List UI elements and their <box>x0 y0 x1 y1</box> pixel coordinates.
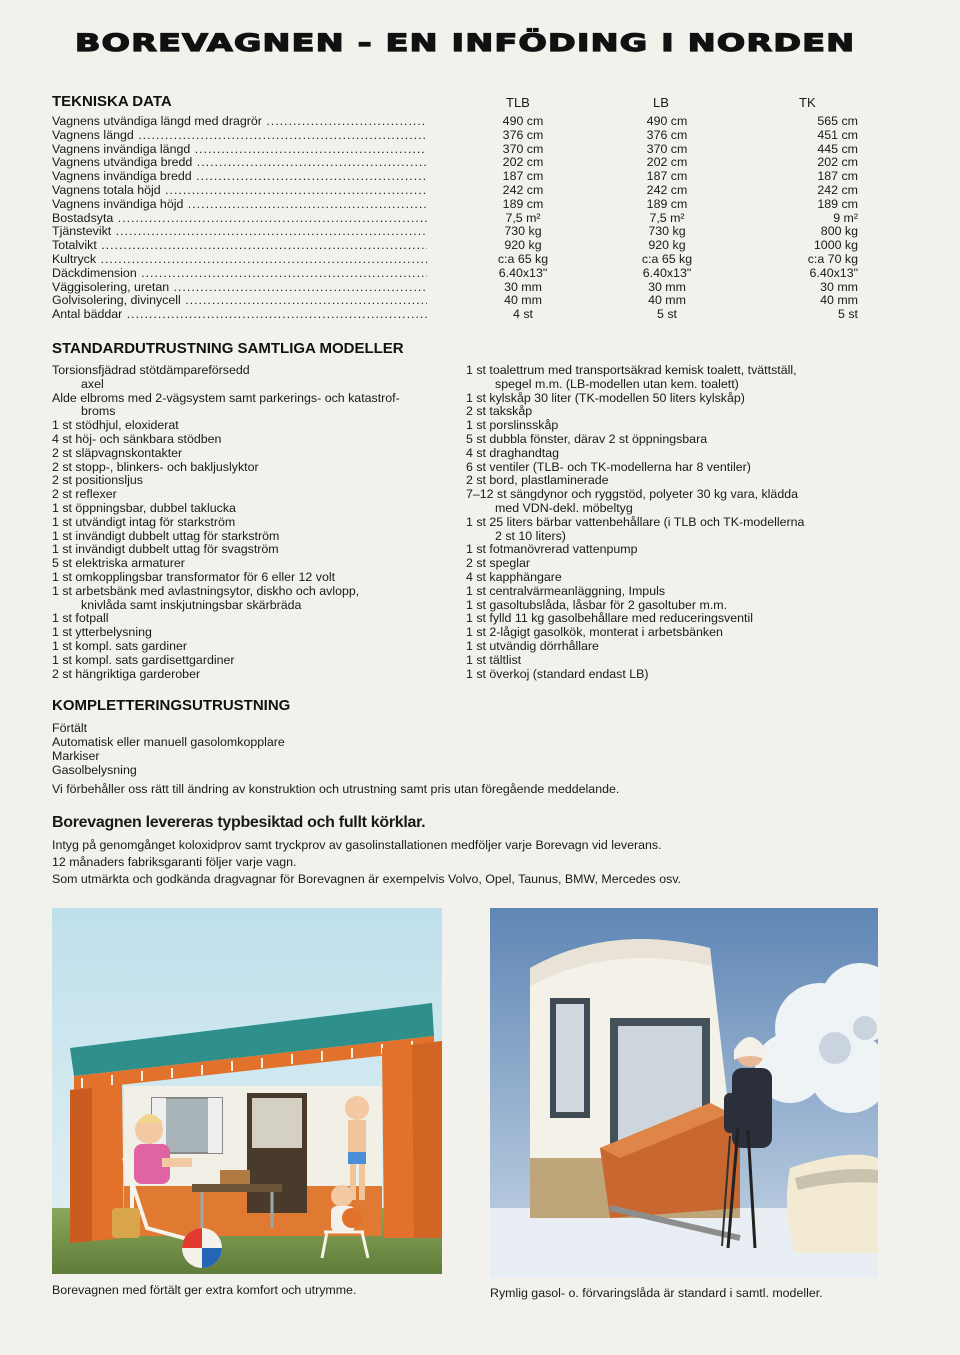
spec-label: Vagnens längd ..... <box>52 129 427 143</box>
tlb-value: 920 kg <box>504 238 542 253</box>
list-item: 2 st bord, plastlaminerade <box>466 473 609 488</box>
list-item: med VDN-dekl. möbeltyg <box>495 500 633 515</box>
list-item: 2 st reflexer <box>52 487 117 502</box>
list-item: 1 st porslinsskåp <box>466 418 559 433</box>
lb-value: 242 cm <box>646 182 688 197</box>
tlb-value: 4 st <box>513 307 533 322</box>
lb-value: 5 st <box>657 307 677 322</box>
spec-label: Däckdimension ..... <box>52 267 427 281</box>
disclaimer-note: Vi förbehåller oss rätt till ändring av konstruktion och utrustning samt pris utan föregående meddelande. <box>52 782 620 796</box>
list-item: 2 st stopp-, blinkers- och bakljuslyktor <box>52 459 259 474</box>
tlb-value: 370 cm <box>502 141 544 156</box>
awning-photo-illustration <box>52 908 442 1274</box>
list-item: Alde elbroms med 2-vägsystem samt parkerings- och katastrof- <box>52 390 400 405</box>
tlb-value: 202 cm <box>502 155 544 170</box>
list-item: Torsionsfjädrad stötdämpareförsedd <box>52 363 250 377</box>
list-item: knivlåda samt inskjutningsbar skärbräda <box>81 597 302 612</box>
list-item: 4 st höj- och sänkbara stödben <box>52 431 222 446</box>
list-item: 2 st hängriktiga garderober <box>52 666 201 681</box>
list-item: 2 st speglar <box>466 556 531 571</box>
list-item: 5 st elektriska armaturer <box>52 556 185 571</box>
delivery-heading: Borevagnen levereras typbesiktad och fullt körklar. <box>52 814 426 831</box>
list-item: 1 st fylld 11 kg gasolbehållare med reduceringsventil <box>466 611 753 626</box>
list-item: 6 st ventiler (TLB- och TK-modellerna har 8 ventiler) <box>466 459 751 474</box>
tk-value: 445 cm <box>817 141 858 156</box>
spec-label: Vagnens utvändiga längd med dragrör ..... <box>52 115 427 129</box>
lb-value: 189 cm <box>646 196 688 211</box>
list-item: 1 st ytterbelysning <box>52 625 152 640</box>
delivery-line: Som utmärkta och godkända dragvagnar för Borevagnen är exempelvis Volvo, Opel, Taunus, BMW, Mercedes osv. <box>52 872 682 886</box>
winter-photo-illustration <box>490 908 878 1278</box>
spec-label: Antal bäddar ..... <box>52 308 427 322</box>
list-item: 1 st centralvärmeanläggning, Impuls <box>466 583 666 598</box>
list-item: 1 st 25 liters bärbar vattenbehållare (i TLB och TK-modellerna <box>466 514 805 529</box>
lb-value: 7,5 m² <box>649 210 685 225</box>
list-item: 1 st 2-lågigt gasolkök, monterat i arbetsbänken <box>466 625 723 640</box>
awning-photo <box>52 908 442 1274</box>
col-head-tlb: TLB <box>506 95 530 110</box>
tlb-value: 187 cm <box>502 169 544 184</box>
right-photo-caption: Rymlig gasol- o. förvaringslåda är standard i samtl. modeller. <box>490 1286 823 1300</box>
tlb-value: 242 cm <box>502 182 544 197</box>
list-item: 4 st kapphängare <box>466 569 562 584</box>
spec-label: Tjänstevikt ..... <box>52 225 427 239</box>
standard-list-right <box>466 364 886 681</box>
list-item: 1 st invändigt dubbelt uttag för starkström <box>52 528 280 543</box>
tk-value: 800 kg <box>820 224 858 239</box>
tlb-value: 6.40x13" <box>498 265 548 280</box>
tlb-value: 30 mm <box>504 279 542 294</box>
standard-list-left <box>52 364 452 681</box>
list-item: 4 st draghandtag <box>466 445 560 460</box>
list-item: 7–12 st sängdynor och ryggstöd, polyeter 30 kg vara, klädda <box>466 487 799 502</box>
tk-value: 187 cm <box>817 169 858 184</box>
list-item: 1 st utvändig dörrhållare <box>466 638 599 653</box>
lb-values <box>622 115 712 322</box>
tk-value: 30 mm <box>820 279 858 294</box>
list-item: spegel m.m. (LB-modellen utan kem. toalett) <box>495 376 739 391</box>
standard-equipment-heading: STANDARDUTRUSTNING SAMTLIGA MODELLER <box>52 340 404 357</box>
page-title: BOREVAGNEN - EN INFÖDING I NORDEN <box>75 30 856 58</box>
lb-value: c:a 65 kg <box>641 251 693 266</box>
list-item: Automatisk eller manuell gasolomkopplare <box>52 735 285 749</box>
list-item: 1 st arbetsbänk med avlastningsytor, diskho och avlopp, <box>52 583 360 598</box>
left-photo-caption: Borevagnen med förtält ger extra komfort och utrymme. <box>52 1283 357 1297</box>
tk-value: 202 cm <box>817 155 858 170</box>
tk-value: 451 cm <box>817 127 858 142</box>
list-item: 1 st öppningsbar, dubbel taklucka <box>52 500 236 515</box>
spec-label: Bostadsyta ..... <box>52 212 427 226</box>
list-item: 2 st 10 liters) <box>495 528 566 543</box>
tlb-value: 376 cm <box>502 127 544 142</box>
list-item: 2 st släpvagnskontakter <box>52 445 183 460</box>
tk-values <box>768 115 858 322</box>
lb-value: 376 cm <box>646 127 688 142</box>
spec-label: Kultryck ..... <box>52 253 427 267</box>
spec-label-list <box>52 115 427 322</box>
list-item: 1 st kylskåp 30 liter (TK-modellen 50 liters kylskåp) <box>466 390 745 405</box>
lb-value: 40 mm <box>648 293 686 308</box>
extra-equipment-heading: KOMPLETTERINGSUTRUSTNING <box>52 697 291 714</box>
lb-value: 187 cm <box>646 169 688 184</box>
list-item: 1 st överkoj (standard endast LB) <box>466 666 649 681</box>
tlb-value: 490 cm <box>502 114 544 128</box>
lb-value: 30 mm <box>648 279 686 294</box>
tk-value: 242 cm <box>817 182 858 197</box>
tlb-value: 7,5 m² <box>505 210 541 225</box>
list-item: Gasolbelysning <box>52 763 137 777</box>
col-head-tk: TK <box>799 95 816 110</box>
tk-value: 6.40x13" <box>809 265 858 280</box>
col-head-lb: LB <box>653 95 669 110</box>
list-item: axel <box>81 376 104 391</box>
tech-data-heading: TEKNISKA DATA <box>52 93 172 110</box>
list-item: 5 st dubbla fönster, därav 2 st öppningsbara <box>466 431 708 446</box>
spec-label: Vagnens invändiga längd ..... <box>52 143 427 157</box>
list-item: 1 st fotmanövrerad vattenpump <box>466 542 638 557</box>
tlb-values <box>478 115 568 322</box>
tlb-value: 189 cm <box>502 196 544 211</box>
list-item: 1 st stödhjul, eloxiderat <box>52 418 179 433</box>
delivery-line: 12 månaders fabriksgaranti följer varje vagn. <box>52 855 297 869</box>
lb-value: 6.40x13" <box>642 265 692 280</box>
list-item: 1 st utvändigt intag för starkström <box>52 514 236 529</box>
winter-photo <box>490 908 878 1278</box>
lb-value: 730 kg <box>648 224 686 239</box>
list-item: 2 st positionsljus <box>52 473 143 488</box>
list-item: 1 st invändigt dubbelt uttag för svagström <box>52 542 279 557</box>
tk-value: 9 m² <box>833 210 858 225</box>
tk-value: 5 st <box>838 307 858 322</box>
extra-list <box>52 721 285 777</box>
list-item: Markiser <box>52 749 100 763</box>
spec-label: Vagnens invändiga höjd ..... <box>52 198 427 212</box>
tk-value: 1000 kg <box>813 238 858 253</box>
tk-value: 189 cm <box>817 196 858 211</box>
list-item: 1 st kompl. sats gardiner <box>52 638 187 653</box>
lb-value: 920 kg <box>648 238 686 253</box>
list-item: 1 st kompl. sats gardisettgardiner <box>52 652 235 667</box>
list-item: 1 st fotpall <box>52 611 109 626</box>
tlb-value: 40 mm <box>504 293 542 308</box>
spec-label: Vagnens invändiga bredd ..... <box>52 170 427 184</box>
lb-value: 490 cm <box>646 114 688 128</box>
spec-label: Vagnens utvändiga bredd ..... <box>52 156 427 170</box>
list-item: 1 st toalettrum med transportsäkrad kemisk toalett, tvättställ, <box>466 363 797 377</box>
tk-value: c:a 70 kg <box>807 251 858 266</box>
list-item: 1 st gasoltubslåda, låsbar för 2 gasoltuber m.m. <box>466 597 728 612</box>
spec-label: Väggisolering, uretan ..... <box>52 281 427 295</box>
list-item: 1 st tältlist <box>466 652 522 667</box>
list-item: broms <box>81 404 116 419</box>
delivery-line: Intyg på genomgånget koloxidprov samt tryckprov av gasolinstallationen medföljer varje Borevagn vid leverans. <box>52 838 662 852</box>
spec-label: Vagnens totala höjd ..... <box>52 184 427 198</box>
list-item: Förtält <box>52 721 88 735</box>
spec-label: Totalvikt ..... <box>52 239 427 253</box>
tk-value: 40 mm <box>820 293 858 308</box>
tlb-value: c:a 65 kg <box>497 251 549 266</box>
list-item: 2 st takskåp <box>466 404 533 419</box>
lb-value: 202 cm <box>646 155 688 170</box>
spec-label: Golvisolering, divinycell ..... <box>52 294 427 308</box>
lb-value: 370 cm <box>646 141 688 156</box>
list-item: 1 st omkopplingsbar transformator för 6 eller 12 volt <box>52 569 336 584</box>
tlb-value: 730 kg <box>504 224 542 239</box>
tk-value: 565 cm <box>817 114 858 128</box>
